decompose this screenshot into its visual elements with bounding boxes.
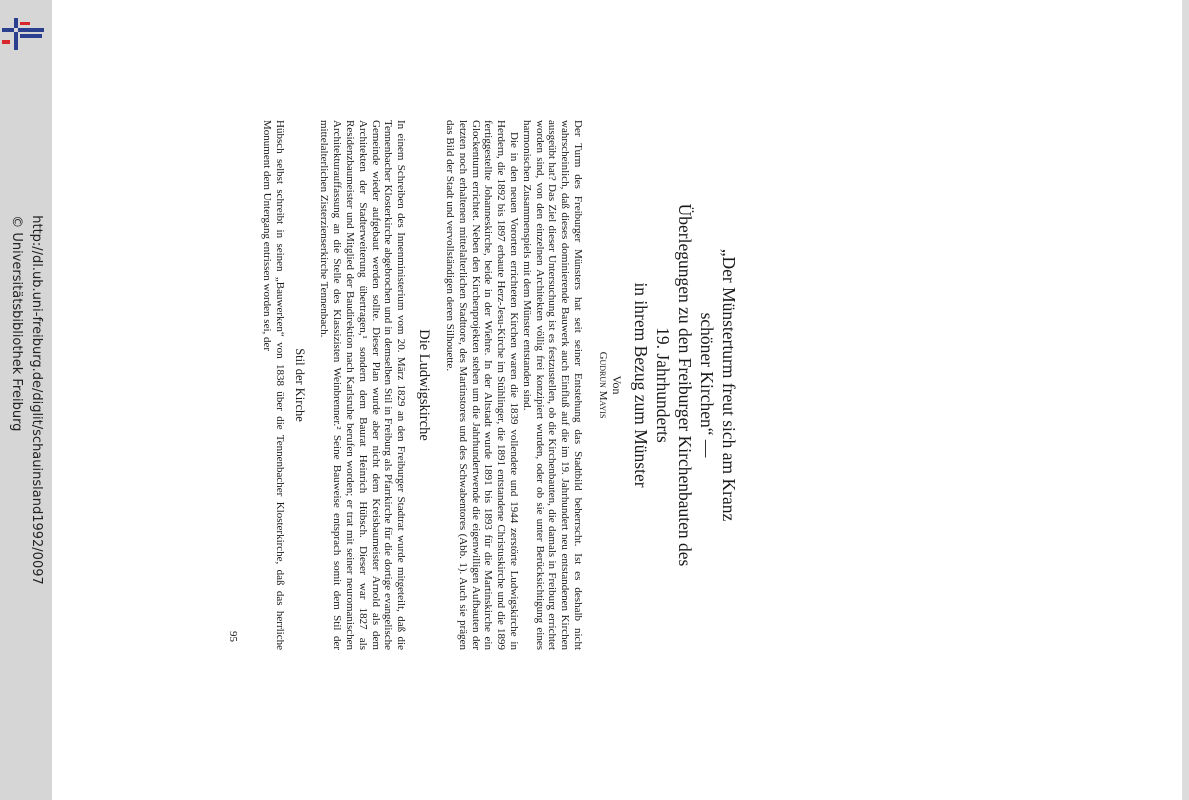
- source-url[interactable]: http://dl.ub.uni-freiburg.de/diglit/schauinsland1992/0097: [29, 215, 44, 585]
- intro-paragraph: Die in den neuen Vororten errichteten Kirchen waren die 1839 vollendete und 1944 zerstörte Ludwigskirche in Herdern, die 1892 bis 1897 erbaute Herz-Jesu-Kirche im Stühlinger, die 1891 entstandene Christuskirche und die 1899 fertiggestellte Johanneskirche, beide in der Wiehre. In der Altstadt wurde 1891 bis 1893 für die Martinskirche ein Glockenturm errichtet. Neben den Kirchenprojekten stehen um die Jahrhundertwende die eigenwilligen Aufbauten der letzten noch erhaltenen mittelalterlichen Stadttore, des Martinstores und des Schwabentores (Abb. 1). Auch sie prägen das Bild der Stadt und vervollständigen deren Silhouette.: [444, 120, 521, 650]
- vertical-source-text: [6, 215, 46, 585]
- viewer-sidebar: [0, 0, 52, 800]
- intro-paragraph: Der Turm des Freiburger Münsters hat seit seiner Entstehung das Stadtbild beherrscht. Ist es deshalb nicht wahrscheinlich, daß dieses dominierende Bauwerk auch Einfluß auf die im 19. Jahrhundert neu entstandenen Kirchen ausgeübt hat? Das Ziel dieser Untersuchung ist es festzustellen, ob die Kirchenbauten, die damals in Freiburg errichtet worden sind, von den einzelnen Architekten völlig frei konzipiert wurden, oder ob sie unter Berücksichtigung eines harmonischen Zusammenspiels mit dem Münster entstanden sind.: [520, 120, 584, 650]
- subsection-heading: Stil der Kirche: [292, 348, 307, 422]
- section-heading: Die Ludwigskirche: [416, 329, 433, 441]
- scrollbar[interactable]: [1182, 0, 1189, 800]
- article-title: [630, 120, 740, 650]
- title-line: schöner Kirchen“ —: [697, 312, 717, 458]
- subsection-paragraph: Hübsch selbst schreibt in seinen „Bauwerken“ von 1838 über die Tennenbacher Klosterkirche, daß das herrliche Monument dem Untergang entrissen worden sei, der: [260, 120, 286, 650]
- title-line: Überlegungen zu den Freiburger Kirchenbauten des: [675, 203, 695, 567]
- title-line: 19. Jahrhunderts: [653, 327, 673, 443]
- title-line: in ihrem Bezug zum Münster: [631, 282, 651, 488]
- author-prefix: Von: [610, 375, 624, 395]
- rotated-document-page: [220, 120, 740, 650]
- university-logo-icon: [2, 18, 44, 50]
- copyright-notice: © Universitätsbibliothek Freiburg: [9, 215, 24, 432]
- author-name: Gudrun Mayis: [597, 351, 609, 419]
- page-number: 95: [226, 631, 239, 642]
- title-line: „Der Münsterturm freut sich am Kranz: [719, 248, 739, 522]
- section-paragraph: In einem Schreiben des Innenministerium vom 20. März 1829 an den Freiburger Stadtrat wurde mitgeteilt, daß die Tennenbacher Klosterkirche abgebrochen und in demselben Stil in Freiburg als Pfarrkirche für die dortige evangelische Gemeinde wieder aufgebaut werden sollte. Dieser Plan wurde aber nicht dem Kreisbaumeister Arnold als dem Architekten der Stadterweiterung übertragen,¹ sondern dem Baurat Heinrich Hübsch. Dieser war 1827 als Residenzbaumeister und Mitglied der Baudirektion nach Karlsruhe berufen worden; er trat mit seiner neuromanischen Architekturauffassung an die Stelle des Klassizisten Weinbrenner.² Seine Bauweise entsprach somit dem Stil der mittelalterlichen Zisterzienserkirche Tennenbach.: [318, 120, 408, 650]
